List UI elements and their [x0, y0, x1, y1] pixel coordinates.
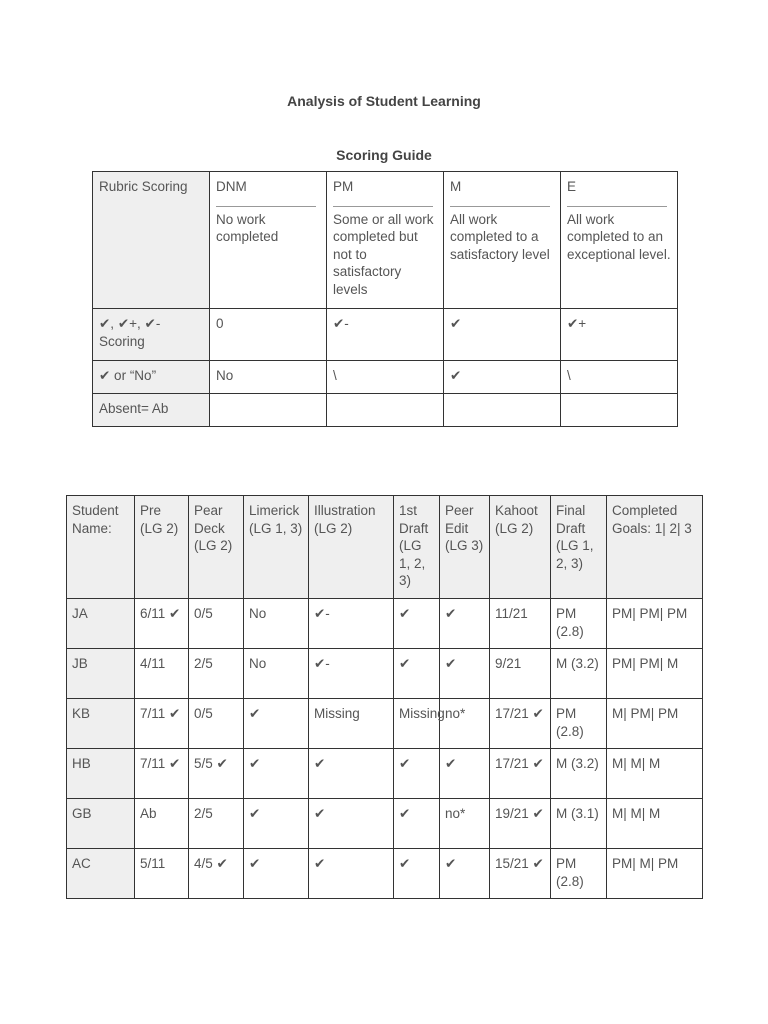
rubric-level-code: PM [333, 179, 354, 194]
table-cell: ✔ [394, 849, 440, 899]
scores-header-row [67, 496, 703, 599]
rubric-row-label: Absent= Ab [93, 394, 210, 427]
column-header: Student Name: [67, 496, 135, 599]
table-cell: No [244, 649, 309, 699]
rubric-level-code: M [450, 179, 462, 194]
rubric-cell: ✔ [444, 309, 561, 361]
rubric-row-label: ✔ or “No” [93, 361, 210, 394]
rubric-table [92, 171, 678, 427]
table-cell: ✔ [440, 749, 490, 799]
rubric-level-description: All work completed to an exceptional level. [567, 211, 671, 262]
table-cell: ✔ [394, 599, 440, 649]
rubric-cell [561, 394, 678, 427]
table-cell: 7/11 ✔ [135, 749, 189, 799]
table-cell: 6/11 ✔ [135, 599, 189, 649]
table-cell: ✔- [309, 599, 394, 649]
table-cell: 17/21 ✔ [490, 749, 551, 799]
table-cell: 4/11 [135, 649, 189, 699]
rubric-level-code: DNM [216, 179, 247, 194]
table-cell: 7/11 ✔ [135, 699, 189, 749]
table-cell: ✔ [244, 799, 309, 849]
table-cell: 0/5 [189, 599, 244, 649]
rubric-level-code: E [567, 179, 577, 194]
rubric-level-m [444, 172, 561, 309]
table-cell: ✔ [309, 849, 394, 899]
divider [567, 206, 667, 207]
table-cell: 2/5 [189, 799, 244, 849]
table-cell: M| PM| PM [607, 699, 703, 749]
rubric-cell: \ [561, 361, 678, 394]
column-header: Pear Deck (LG 2) [189, 496, 244, 599]
rubric-cell [444, 394, 561, 427]
table-cell: No [244, 599, 309, 649]
table-row [67, 699, 703, 749]
rubric-cell: \ [327, 361, 444, 394]
column-header: Peer Edit (LG 3) [440, 496, 490, 599]
table-cell: ✔ [309, 749, 394, 799]
rubric-level-e [561, 172, 678, 309]
student-name: AC [67, 849, 135, 899]
column-header: Limerick (LG 1, 3) [244, 496, 309, 599]
table-cell: no* [440, 699, 490, 749]
table-cell: PM| PM| M [607, 649, 703, 699]
student-name: KB [67, 699, 135, 749]
rubric-cell: ✔+ [561, 309, 678, 361]
table-cell: M| M| M [607, 749, 703, 799]
table-cell: Missing [309, 699, 394, 749]
table-cell: ✔ [244, 699, 309, 749]
rubric-level-description: No work completed [216, 211, 279, 244]
rubric-cell: No [210, 361, 327, 394]
table-cell: ✔ [244, 749, 309, 799]
table-cell: M| M| M [607, 799, 703, 849]
column-header: Completed Goals: 1| 2| 3 [607, 496, 703, 599]
table-row [67, 599, 703, 649]
table-cell: ✔- [309, 649, 394, 699]
column-header: 1st Draft (LG 1, 2, 3) [394, 496, 440, 599]
table-cell: PM| M| PM [607, 849, 703, 899]
table-cell: 0/5 [189, 699, 244, 749]
table-cell: 15/21 ✔ [490, 849, 551, 899]
student-name: GB [67, 799, 135, 849]
rubric-cell: ✔- [327, 309, 444, 361]
rubric-level-description: All work completed to a satisfactory level [450, 211, 550, 262]
table-cell: M (3.2) [551, 649, 607, 699]
table-cell: ✔ [440, 649, 490, 699]
table-cell: 4/5 ✔ [189, 849, 244, 899]
table-cell: 11/21 [490, 599, 551, 649]
rubric-row-absent [93, 394, 678, 427]
table-cell: ✔ [394, 799, 440, 849]
table-cell: PM| PM| PM [607, 599, 703, 649]
rubric-row-check-scoring [93, 309, 678, 361]
document-title: Analysis of Student Learning [287, 93, 481, 109]
table-row [67, 799, 703, 849]
table-row [67, 649, 703, 699]
rubric-cell [327, 394, 444, 427]
table-cell: PM (2.8) [551, 699, 607, 749]
rubric-row-check-or-no [93, 361, 678, 394]
table-cell: 19/21 ✔ [490, 799, 551, 849]
student-name: JA [67, 599, 135, 649]
table-cell: 2/5 [189, 649, 244, 699]
table-cell: ✔ [244, 849, 309, 899]
table-cell: M (3.1) [551, 799, 607, 849]
table-cell: PM (2.8) [551, 849, 607, 899]
rubric-cell: ✔ [444, 361, 561, 394]
student-scores-table [66, 495, 703, 899]
table-cell: 5/5 ✔ [189, 749, 244, 799]
rubric-levels-row [93, 172, 678, 309]
rubric-cell: 0 [210, 309, 327, 361]
column-header: Illustration (LG 2) [309, 496, 394, 599]
table-cell: no* [440, 799, 490, 849]
divider [333, 206, 433, 207]
table-cell: ✔ [440, 849, 490, 899]
rubric-row-label: ✔, ✔+, ✔- Scoring [93, 309, 210, 361]
table-row [67, 749, 703, 799]
table-cell: M (3.2) [551, 749, 607, 799]
rubric-level-description: Some or all work completed but not to satisfactory levels [333, 211, 434, 297]
table-cell: ✔ [394, 749, 440, 799]
table-cell: ✔ [309, 799, 394, 849]
rubric-corner-cell: Rubric Scoring [93, 172, 210, 309]
table-cell: ✔ [394, 649, 440, 699]
rubric-level-dnm [210, 172, 327, 309]
column-header: Pre (LG 2) [135, 496, 189, 599]
rubric-cell [210, 394, 327, 427]
scoring-guide-heading: Scoring Guide [336, 147, 432, 163]
table-cell: Ab [135, 799, 189, 849]
divider [216, 206, 316, 207]
table-cell: ✔ [440, 599, 490, 649]
table-cell: PM (2.8) [551, 599, 607, 649]
student-name: HB [67, 749, 135, 799]
table-cell: 9/21 [490, 649, 551, 699]
rubric-level-pm [327, 172, 444, 309]
student-name: JB [67, 649, 135, 699]
divider [450, 206, 550, 207]
column-header: Final Draft (LG 1, 2, 3) [551, 496, 607, 599]
table-cell: 17/21 ✔ [490, 699, 551, 749]
table-cell: 5/11 [135, 849, 189, 899]
table-cell: Missing [394, 699, 440, 749]
table-row [67, 849, 703, 899]
column-header: Kahoot (LG 2) [490, 496, 551, 599]
